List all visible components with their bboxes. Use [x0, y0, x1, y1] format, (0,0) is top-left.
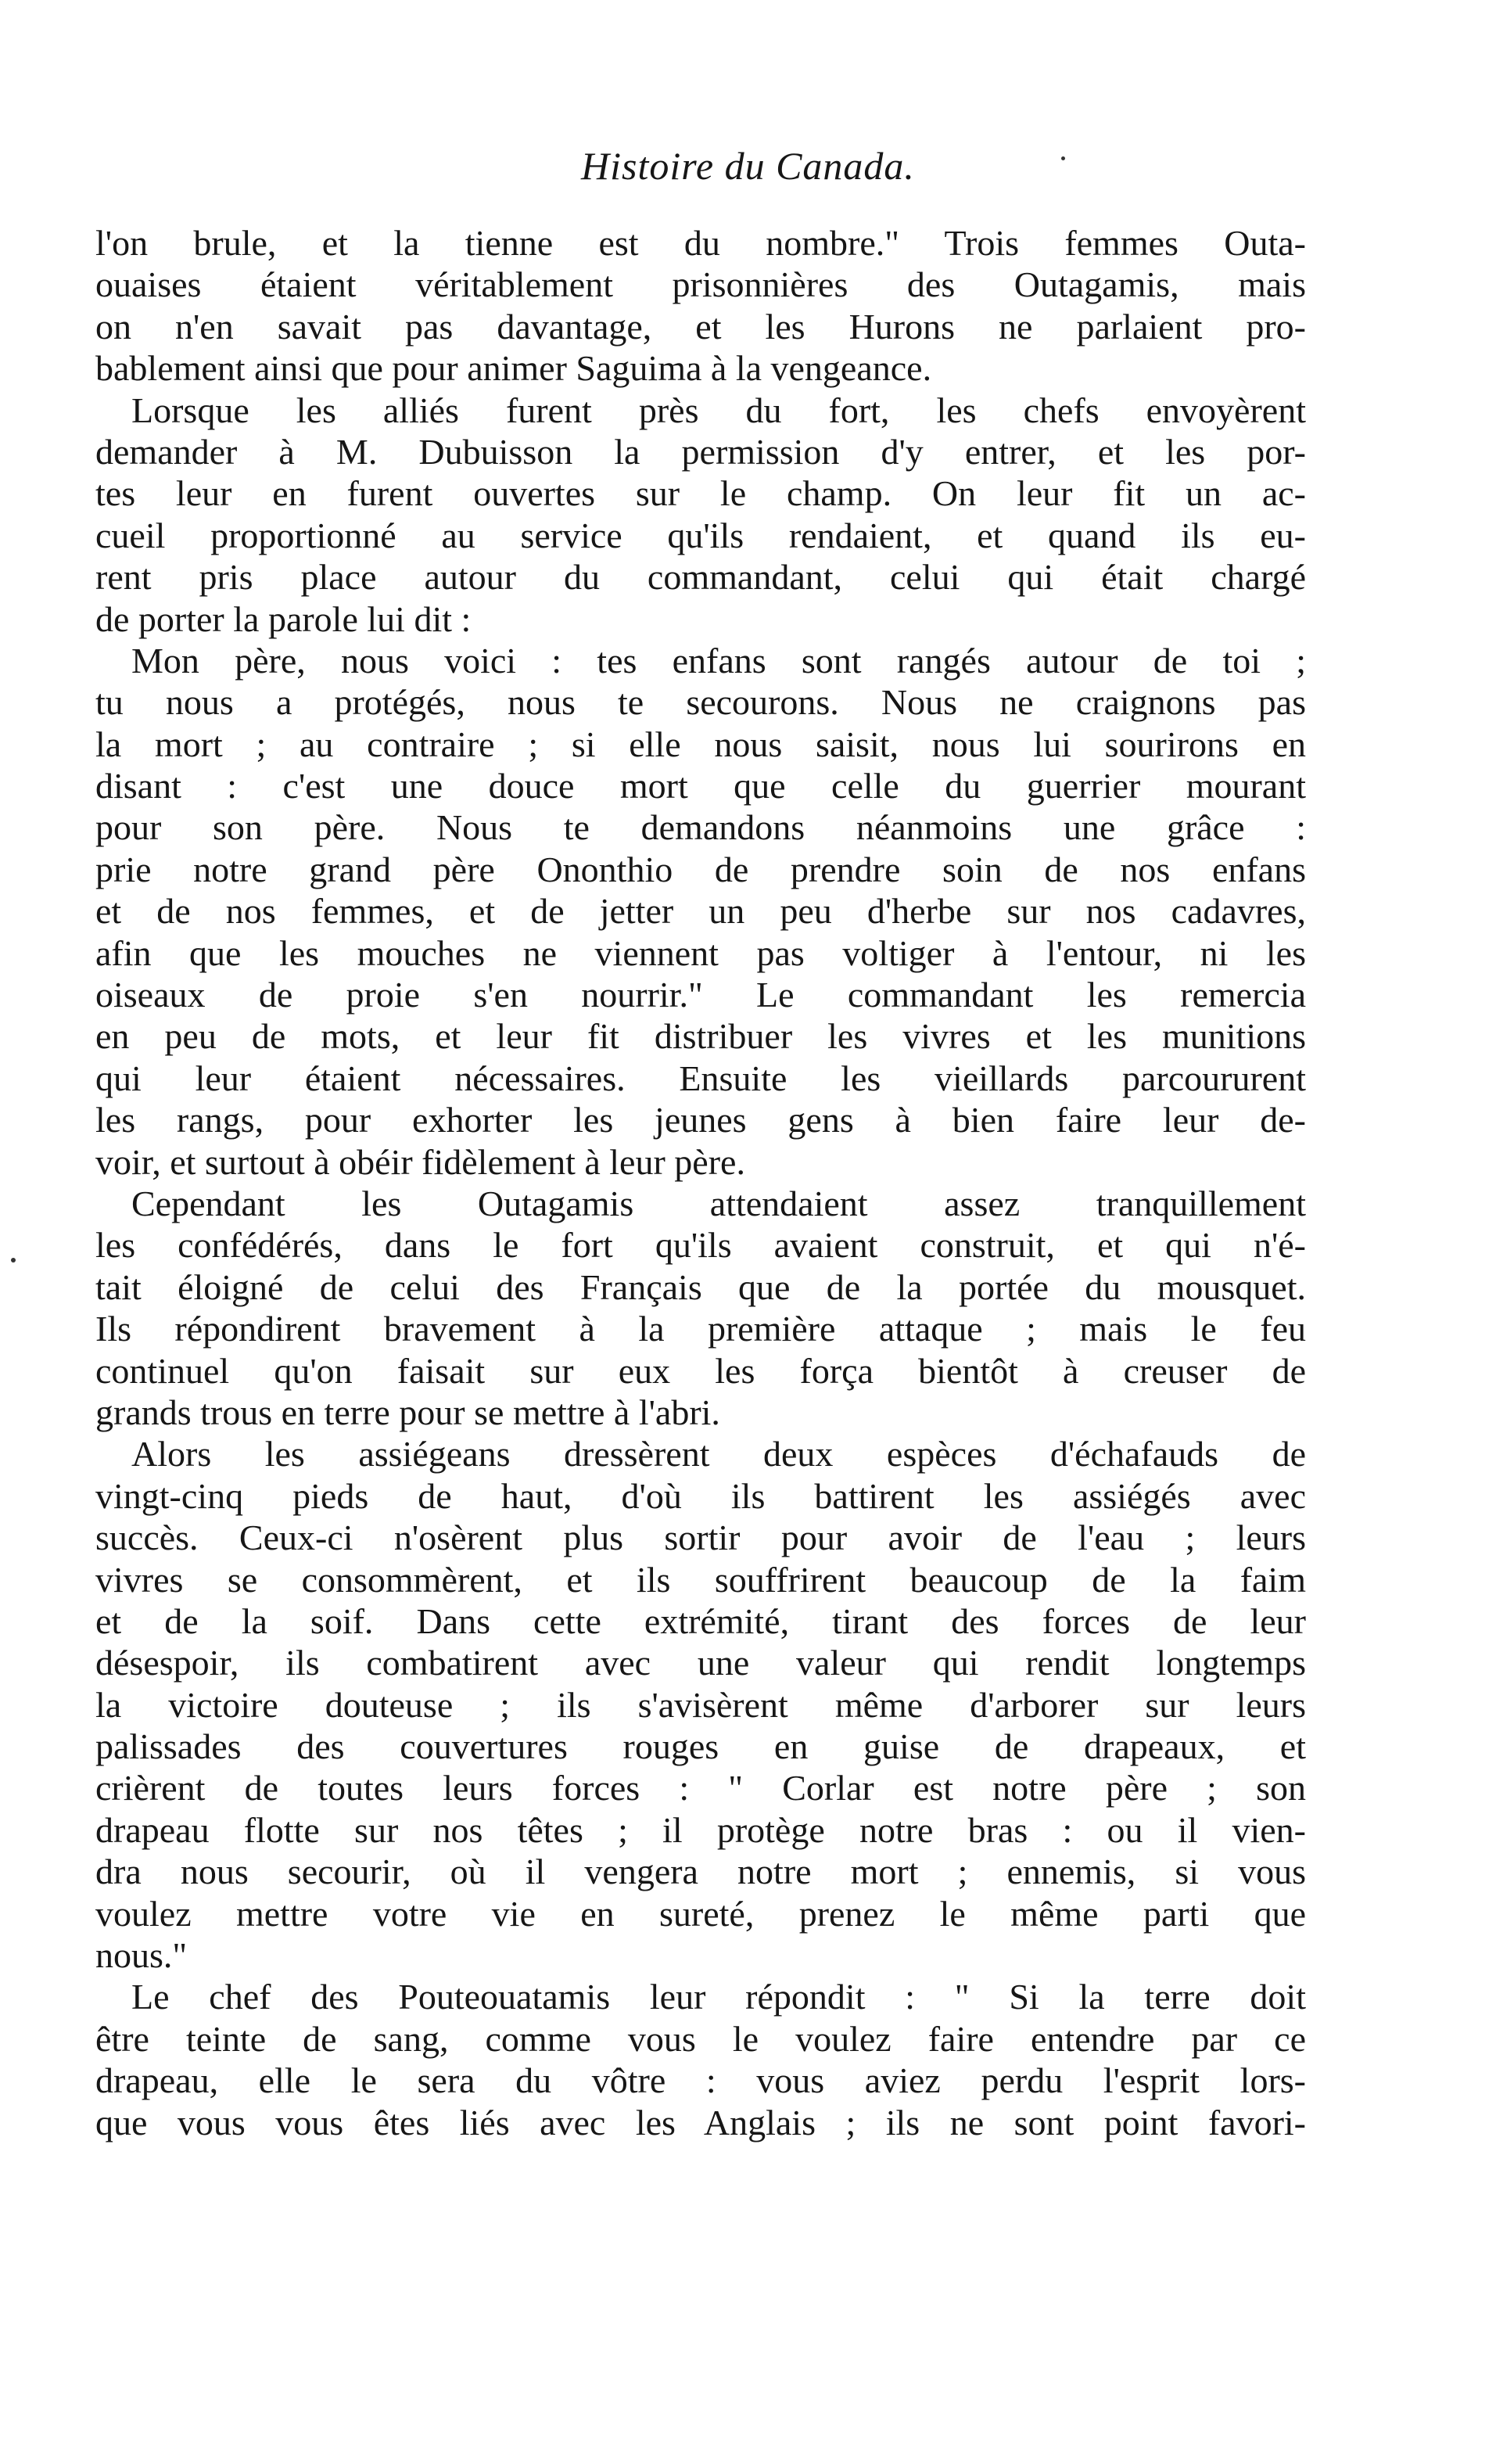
- text-line: vivres se consommèrent, et ils souffrirent beaucoup de la faim: [95, 1559, 1306, 1600]
- text-line: de porter la parole lui dit :: [95, 598, 472, 639]
- text-line: la mort ; au contraire ; si elle nous saisit, nous lui sourirons en: [95, 724, 1306, 764]
- text-line: Cependant les Outagamis attendaient assez tranquillement: [131, 1183, 1306, 1223]
- text-line: palissades des couvertures rouges en guise de drapeaux, et: [95, 1726, 1306, 1767]
- text-line: drapeau, elle le sera du vôtre : vous aviez perdu l'esprit lors-: [95, 2060, 1306, 2101]
- text-line: et de nos femmes, et de jetter un peu d'herbe sur nos cadavres,: [95, 891, 1306, 932]
- text-line: être teinte de sang, comme vous le voulez faire entendre par ce: [95, 2018, 1306, 2059]
- text-line: cueil proportionné au service qu'ils rendaient, et quand ils eu-: [95, 515, 1306, 555]
- text-line: disant : c'est une douce mort que celle du guerrier mourant: [95, 766, 1306, 806]
- text-line: et de la soif. Dans cette extrémité, tirant des forces de leur: [95, 1600, 1306, 1641]
- text-line: Mon père, nous voici : tes enfans sont rangés autour de toi ;: [131, 640, 1306, 681]
- body-text: [95, 222, 1306, 2143]
- page-speck: [1061, 156, 1065, 160]
- text-line: continuel qu'on faisait sur eux les força bientôt à creuser de: [95, 1350, 1306, 1391]
- text-line: on n'en savait pas davantage, et les Hurons ne parlaient pro-: [95, 306, 1306, 347]
- text-line: demander à M. Dubuisson la permission d'y entrer, et les por-: [95, 431, 1306, 472]
- text-line: prie notre grand père Ononthio de prendre soin de nos enfans: [95, 849, 1306, 889]
- text-line: que vous vous êtes liés avec les Anglais ; ils ne sont point favori-: [95, 2102, 1306, 2143]
- text-line: drapeau flotte sur nos têtes ; il protège notre bras : ou il vien-: [95, 1809, 1306, 1850]
- text-line: oiseaux de proie s'en nourrir." Le commandant les remercia: [95, 975, 1306, 1015]
- text-line: crièrent de toutes leurs forces : " Corlar est notre père ; son: [95, 1768, 1306, 1808]
- running-head-title: Histoire du Canada.: [581, 144, 915, 188]
- text-line: nous.": [95, 1935, 188, 1976]
- text-line: grands trous en terre pour se mettre à l'abri.: [95, 1392, 720, 1432]
- text-line: rent pris place autour du commandant, celui qui était chargé: [95, 557, 1306, 598]
- text-line: la victoire douteuse ; ils s'avisèrent même d'arborer sur leurs: [95, 1684, 1306, 1725]
- text-line: les confédérés, dans le fort qu'ils avaient construit, et qui n'é-: [95, 1225, 1306, 1266]
- page-speck: [11, 1258, 16, 1263]
- text-line: tu nous a protégés, nous te secourons. Nous ne craignons pas: [95, 682, 1306, 723]
- text-line: Alors les assiégeans dressèrent deux espèces d'échafauds de: [131, 1434, 1306, 1474]
- text-line: vingt-cinq pieds de haut, d'où ils battirent les assiégés avec: [95, 1475, 1306, 1516]
- text-line: ouaises étaient véritablement prisonnières des Outagamis, mais: [95, 264, 1306, 305]
- text-line: pour son père. Nous te demandons néanmoins une grâce :: [95, 807, 1306, 848]
- text-line: succès. Ceux-ci n'osèrent plus sortir pour avoir de l'eau ; leurs: [95, 1518, 1306, 1558]
- text-line: dra nous secourir, où il vengera notre mort ; ennemis, si vous: [95, 1852, 1306, 1892]
- text-line: tait éloigné de celui des Français que de la portée du mousquet.: [95, 1266, 1306, 1307]
- text-line: afin que les mouches ne viennent pas voltiger à l'entour, ni les: [95, 932, 1306, 973]
- text-line: voir, et surtout à obéir fidèlement à leur père.: [95, 1141, 745, 1182]
- text-line: Lorsque les alliés furent près du fort, les chefs envoyèrent: [131, 390, 1306, 430]
- text-line: en peu de mots, et leur fit distribuer les vivres et les munitions: [95, 1016, 1306, 1057]
- text-line: tes leur en furent ouvertes sur le champ. On leur fit un ac-: [95, 473, 1306, 514]
- text-line: qui leur étaient nécessaires. Ensuite les vieillards parcoururent: [95, 1058, 1306, 1098]
- text-line: l'on brule, et la tienne est du nombre." Trois femmes Outa-: [95, 223, 1306, 263]
- text-line: les rangs, pour exhorter les jeunes gens à bien faire leur de-: [95, 1100, 1306, 1140]
- text-line: Ils répondirent bravement à la première attaque ; mais le feu: [95, 1309, 1306, 1349]
- text-line: bablement ainsi que pour animer Saguima à la vengeance.: [95, 348, 932, 389]
- text-line: désespoir, ils combatirent avec une valeur qui rendit longtemps: [95, 1643, 1306, 1683]
- text-line: voulez mettre votre vie en sureté, prenez le même parti que: [95, 1893, 1306, 1934]
- text-line: Le chef des Pouteouatamis leur répondit : " Si la terre doit: [131, 1977, 1306, 2017]
